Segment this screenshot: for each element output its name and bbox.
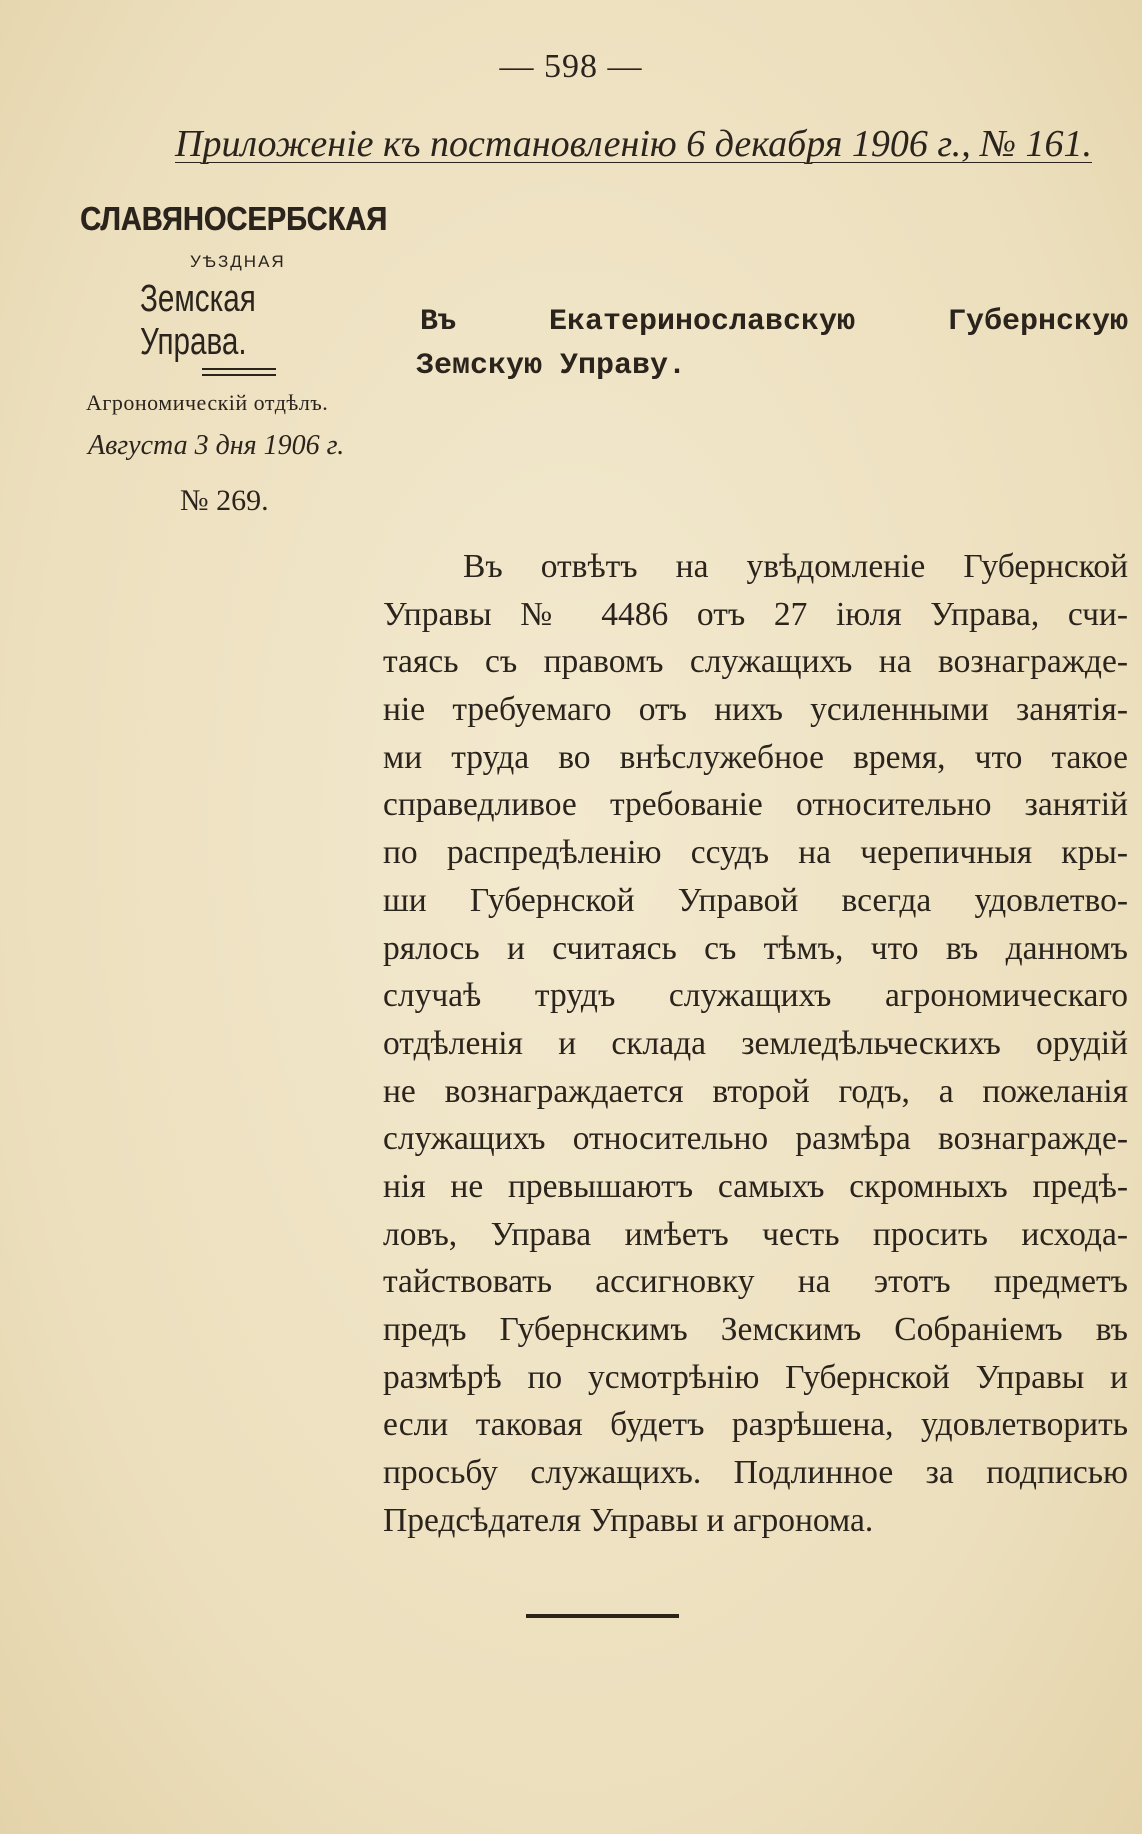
letter-date: Августа 3 дня 1906 г. [88, 430, 345, 461]
letterhead-department: Агрономическiй отдѣлъ. [86, 390, 329, 415]
body-line: просьбу служащихъ. Подлинное за подписью [383, 1454, 1128, 1492]
body-line: ловъ, Управа имѣетъ честь просить исхода- [383, 1215, 1128, 1253]
recipient-address [416, 300, 1128, 388]
body-line: если таковая будетъ разрѣшена, удовлетворить [383, 1406, 1128, 1444]
recipient-word: Въ [420, 305, 457, 339]
body-line: Предсѣдателя Управы и агронома. [383, 1501, 874, 1539]
body-line: отдѣленiя и склада земледѣльческихъ орудiй [383, 1024, 1128, 1062]
letterhead-county: УѢЗДНАЯ [190, 252, 286, 271]
body-line: справедливое требованiе относительно занятiй [383, 786, 1128, 824]
letter-number: № 269. [180, 484, 269, 517]
body-line: Управы № 4486 отъ 27 iюля Управа, счи- [383, 595, 1128, 633]
letterhead-double-rule [202, 368, 276, 376]
annex-text: Приложенiе къ постановленiю 6 декабря 1906 г., № 161. [175, 123, 1093, 165]
page-number: — 598 — [499, 48, 643, 85]
letterhead [80, 200, 410, 518]
body-line: служащихъ относительно размѣра вознагражде- [383, 1120, 1128, 1158]
recipient-line-2: Земскую Управу. [416, 349, 687, 383]
body-line: не вознаграждается второй годъ, а пожеланiя [383, 1072, 1128, 1110]
letter-body [383, 543, 1128, 1544]
letterhead-organization: СЛАВЯНОСЕРБСКАЯ [80, 200, 388, 237]
body-line: нiе требуемаго отъ нихъ усиленными занятiя- [383, 691, 1128, 729]
body-line: размѣрѣ по усмотрѣнiю Губернской Управы и [383, 1358, 1128, 1396]
body-line: предъ Губернскимъ Земскимъ Собранiемъ въ [383, 1311, 1128, 1348]
body-line: по распредѣленiю ссудъ на черепичныя кры- [383, 834, 1128, 872]
body-line: рялось и считаясь съ тѣмъ, что въ данномъ [383, 929, 1128, 967]
body-line: ми труда во внѣслужебное время, что такое [383, 738, 1128, 776]
body-line: нiя не превышаютъ самыхъ скромныхъ предѣ- [383, 1167, 1128, 1205]
body-line: ши Губернской Управой всегда удовлетво- [383, 881, 1128, 919]
body-line: тайствовать ассигновку на этотъ предметъ [383, 1263, 1128, 1301]
recipient-word: Губернскую [947, 305, 1128, 339]
body-line: Въ отвѣтъ на увѣдомленiе Губернской [463, 548, 1128, 585]
body-line: случаѣ трудъ служащихъ агрономическаго [383, 977, 1128, 1015]
letterhead-board: Земская Управа. [140, 278, 256, 363]
recipient-line-1 [420, 300, 1128, 344]
body-line: таясь съ правомъ служащихъ на вознагражде- [383, 643, 1128, 681]
annex-heading [175, 122, 1105, 166]
closing-rule [526, 1614, 679, 1618]
recipient-word: Екатеринославскую [548, 305, 856, 339]
